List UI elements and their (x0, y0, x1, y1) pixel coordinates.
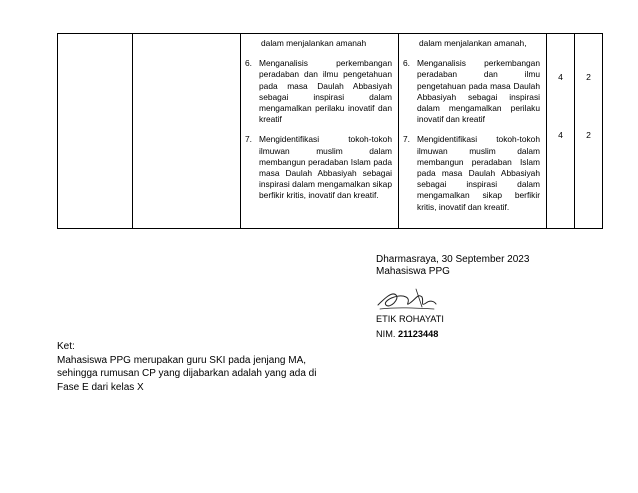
objectives-cell-right (399, 34, 547, 229)
objective-item (403, 134, 540, 212)
note-block (57, 340, 316, 394)
objective-item (245, 58, 392, 125)
empty-cell (133, 34, 241, 229)
note-line: Fase E dari kelas X (57, 381, 144, 393)
objective-item (245, 134, 392, 201)
nim-label: NIM. (376, 329, 396, 339)
handwritten-signature (376, 285, 438, 315)
signer-nim (376, 329, 438, 339)
score-value: 4 (558, 72, 563, 82)
item-number: 6. (245, 58, 252, 69)
item-text: Mengidentifikasi tokoh-tokoh ilmuwan muslim dalam membangun peradaban Islam pada masa Daulah Abbasiyah sebagai inspirasi dalam mengamalkan sikap berfikir kritis, inovatif dan kreatif. (259, 134, 392, 201)
note-line: Mahasiswa PPG merupakan guru SKI pada jenjang MA, (57, 354, 307, 366)
score-cell (547, 34, 575, 229)
signature-block (376, 254, 529, 277)
score-value: 4 (558, 130, 563, 140)
nim-value: 21123448 (397, 329, 439, 339)
signer-name: ETIK ROHAYATI (376, 314, 444, 324)
table-row (58, 34, 603, 229)
item-number: 6. (403, 58, 410, 69)
item-text: Menganalisis perkembangan peradaban dan ilmu pengetahuan pada masa Daulah Abbasiyah sebagai inspirasi dalam mengamalkan perilaku inovatif dan kreatif (259, 58, 392, 125)
objective-item (403, 58, 540, 125)
item-text: Menganalisis perkembangan peradaban dan ilmu pengetahuan pada masa Daulah Abbasiyah sebagai inspirasi dalam mengamalkan perilaku inovatif dan kreatif (417, 58, 540, 125)
item-number: 7. (245, 134, 252, 145)
empty-cell (58, 34, 133, 229)
place-date: Dharmasraya, 30 September 2023 (376, 254, 530, 265)
continued-text: dalam menjalankan amanah (261, 38, 367, 48)
score-value: 2 (586, 130, 591, 140)
item-text: Mengidentifikasi tokoh-tokoh ilmuwan muslim dalam membangun peradaban Islam pada masa Daulah Abbasiyah sebagai inspirasi dalam mengamalkan sikap berfikir kritis, inovatif dan kreatif. (417, 134, 540, 212)
continued-text: dalam menjalankan amanah, (419, 38, 527, 48)
objectives-cell-left (241, 34, 399, 229)
objectives-table (57, 33, 603, 229)
score-value: 2 (586, 72, 591, 82)
note-line: sehingga rumusan CP yang dijabarkan adalah yang ada di (57, 368, 317, 379)
score-cell (575, 34, 603, 229)
item-number: 7. (403, 134, 410, 145)
signer-role: Mahasiswa PPG (376, 265, 450, 277)
note-label: Ket: (57, 341, 75, 352)
